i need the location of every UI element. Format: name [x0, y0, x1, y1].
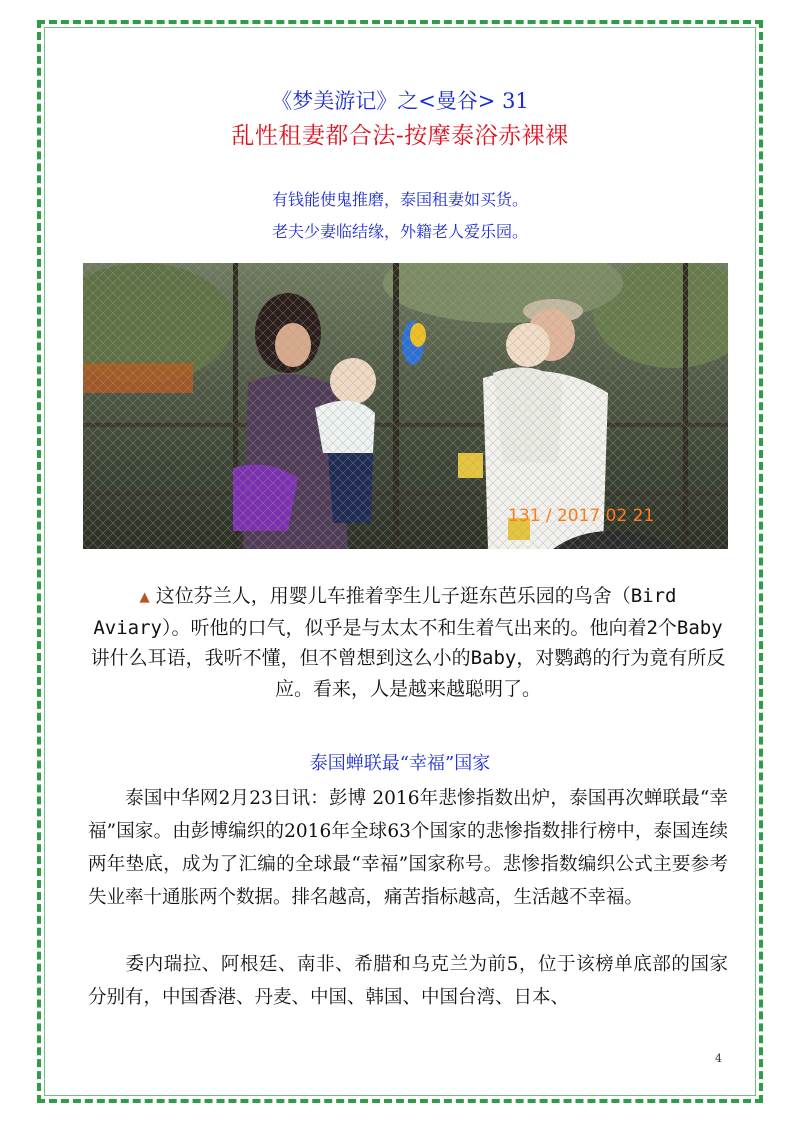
- photo-timestamp: 131 / 2017 02 21: [508, 506, 655, 526]
- section-heading: 泰国蝉联最“幸福”国家: [309, 753, 491, 774]
- aviary-photo: [83, 263, 728, 549]
- article-title-main: 乱性租妻都合法-按摩泰浴赤裸裸: [231, 123, 569, 149]
- tree-marker-icon: ▲: [139, 587, 150, 607]
- caption-text: 这位芬兰人，用婴儿车推着孪生儿子逛东芭乐园的鸟舍（Bird Aviary）。听他的口气，似乎是与太太不和生着气出来的。他向着2个Baby讲什么耳语，我听不懂，但不曾想到这么小的Baby，对鹦鹉的行为竟有所反应。看来，人是越来越聪明了。: [90, 585, 726, 700]
- body-paragraph: [88, 782, 728, 914]
- photo-caption: [88, 581, 728, 704]
- body-paragraph: [88, 948, 728, 1014]
- paragraph-1-text: 泰国中华网2月23日讯：彭博 2016年悲惨指数出炉，泰国再次蝉联最“幸福”国家。由彭博编织的2016年全球63个国家的悲惨指数排行榜中，泰国连续两年垫底，成为了汇编的全球最“幸福”国家称号。悲惨指数编织公式主要参考失业率十通胀两个数据。排名越高，痛苦指标越高，生活越不幸福。: [88, 788, 728, 908]
- verse-line-1: 有钱能使鬼推磨，泰国租妻如买货。: [271, 190, 528, 209]
- verse-line-2: 老夫少妻临结缘，外籍老人爱乐园。: [271, 222, 528, 241]
- aviary-photo-illustration: [83, 263, 728, 549]
- article-title-series: 《梦美游记》之<曼谷> 31: [271, 89, 529, 113]
- page-number: 4: [715, 1052, 722, 1065]
- paragraph-2-text: 委内瑞拉、阿根廷、南非、希腊和乌克兰为前5，位于该榜单底部的国家分别有，中国香港、丹麦、中国、韩国、中国台湾、日本、: [88, 954, 728, 1008]
